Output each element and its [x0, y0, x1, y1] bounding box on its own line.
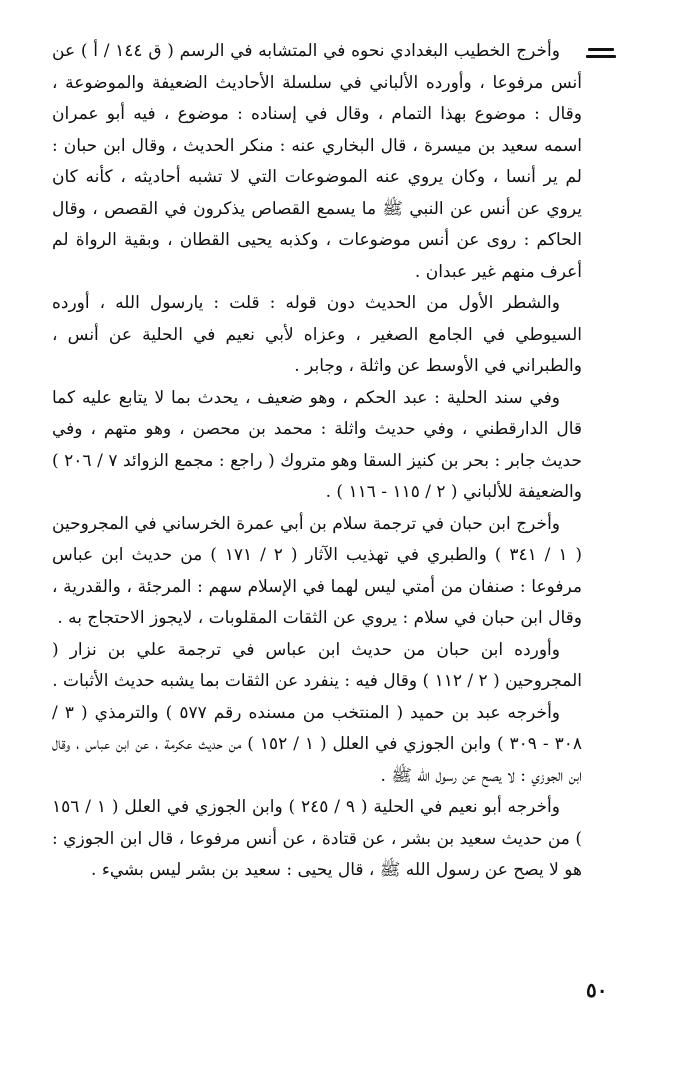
margin-mark-icon — [586, 48, 616, 62]
paragraph-6: وأخرجه عبد بن حميد ( المنتخب من مسنده رقم ٥٧٧ ) والترمذي ( ٣ / ٣٠٨ - ٣٠٩ ) وابن الجوزي في العلل ( ١ / ١٥٢ ) من حديث عكرمة ، عن ابن عباس ، وقال ابن الجوزي : لا يصح عن رسول الله ﷺ . — [52, 702, 582, 786]
paragraph-4: وأخرج ابن حبان في ترجمة سلام بن أبي عمرة الخرساني في المجروحين ( ١ / ٣٤١ ) والطبري في تهذيب الآثار ( ٢ / ١٧١ ) من حديث ابن عباس مرفوعا : صنفان من أمتي ليس لهما في الإسلام سهم : المرجئة ، والقدرية ، وقال ابن حبان في سلام : يروي عن الثقات المقلوبات ، لايجوز الاحتجاج به . — [52, 513, 583, 628]
margin-mark-stroke-bottom — [586, 55, 616, 58]
paragraph-1: وأخرج الخطيب البغدادي نحوه في المتشابه في الرسم ( ق ١٤٤ / أ ) عن أنس مرفوعا ، وأورده الألباني في سلسلة الأحاديث الضعيفة والموضوعة ، وقال : موضوع بهذا التمام ، وقال في إسناده : موضوع ، فيه أبو عمران اسمه سعيد بن ميسرة ، قال البخاري عنه : منكر الحديث ، وقال ابن حبان : لم ير أنسا ، وكان يروي عنه الموضوعات التي لا تشبه أحاديثه ، كأنه كان يروي عن أنس عن النبي ﷺ ما يسمع القصاص يذكرون في القصص ، وقال الحاكم : روى عن أنس موضوعات ، وكذبه يحيى القطان ، وبقية الرواة لم أعرف منهم غير عبدان . — [52, 41, 582, 282]
page-number: ٥٠ — [586, 978, 608, 1002]
paragraph-5: وأورده ابن حبان من حديث ابن عباس في ترجمة علي بن نزار ( المجروحين ( ٢ / ١١٢ ) وقال فيه : ينفرد عن الثقات بما يشبه حديث الأثبات . — [52, 639, 582, 691]
margin-mark-stroke-top — [588, 48, 614, 51]
paragraph-7: وأخرجه أبو نعيم في الحلية ( ٩ / ٢٤٥ ) وابن الجوزي في العلل ( ١ / ١٥٦ ) من حديث سعيد بن بشر ، عن قتادة ، عن أنس مرفوعا ، قال ابن الجوزي : هو لا يصح عن رسول الله ﷺ ، قال يحيى : سعيد بن بشر ليس بشيء . — [52, 797, 582, 880]
paragraph-3: وفي سند الحلية : عبد الحكم ، وهو ضعيف ، يحدث بما لا يتابع عليه كما قال الدارقطني ، وفي حديث واثلة : محمد بن محصن ، وهو متهم ، وفي حديث جابر : بحر بن كنيز السقا وهو متروك ( راجع : مجمع الزوائد ٧ / ٢٠٦ ) والضعيفة للألباني ( ٢ / ١١٥ - ١١٦ ) . — [52, 387, 582, 502]
body-text — [52, 36, 582, 887]
paragraph-2: والشطر الأول من الحديث دون قوله : قلت : يارسول الله ، أورده السيوطي في الجامع الصغير ، وعزاه لأبي نعيم في الحلية عن أنس ، والطبراني في الأوسط عن واثلة ، وجابر . — [52, 293, 582, 376]
